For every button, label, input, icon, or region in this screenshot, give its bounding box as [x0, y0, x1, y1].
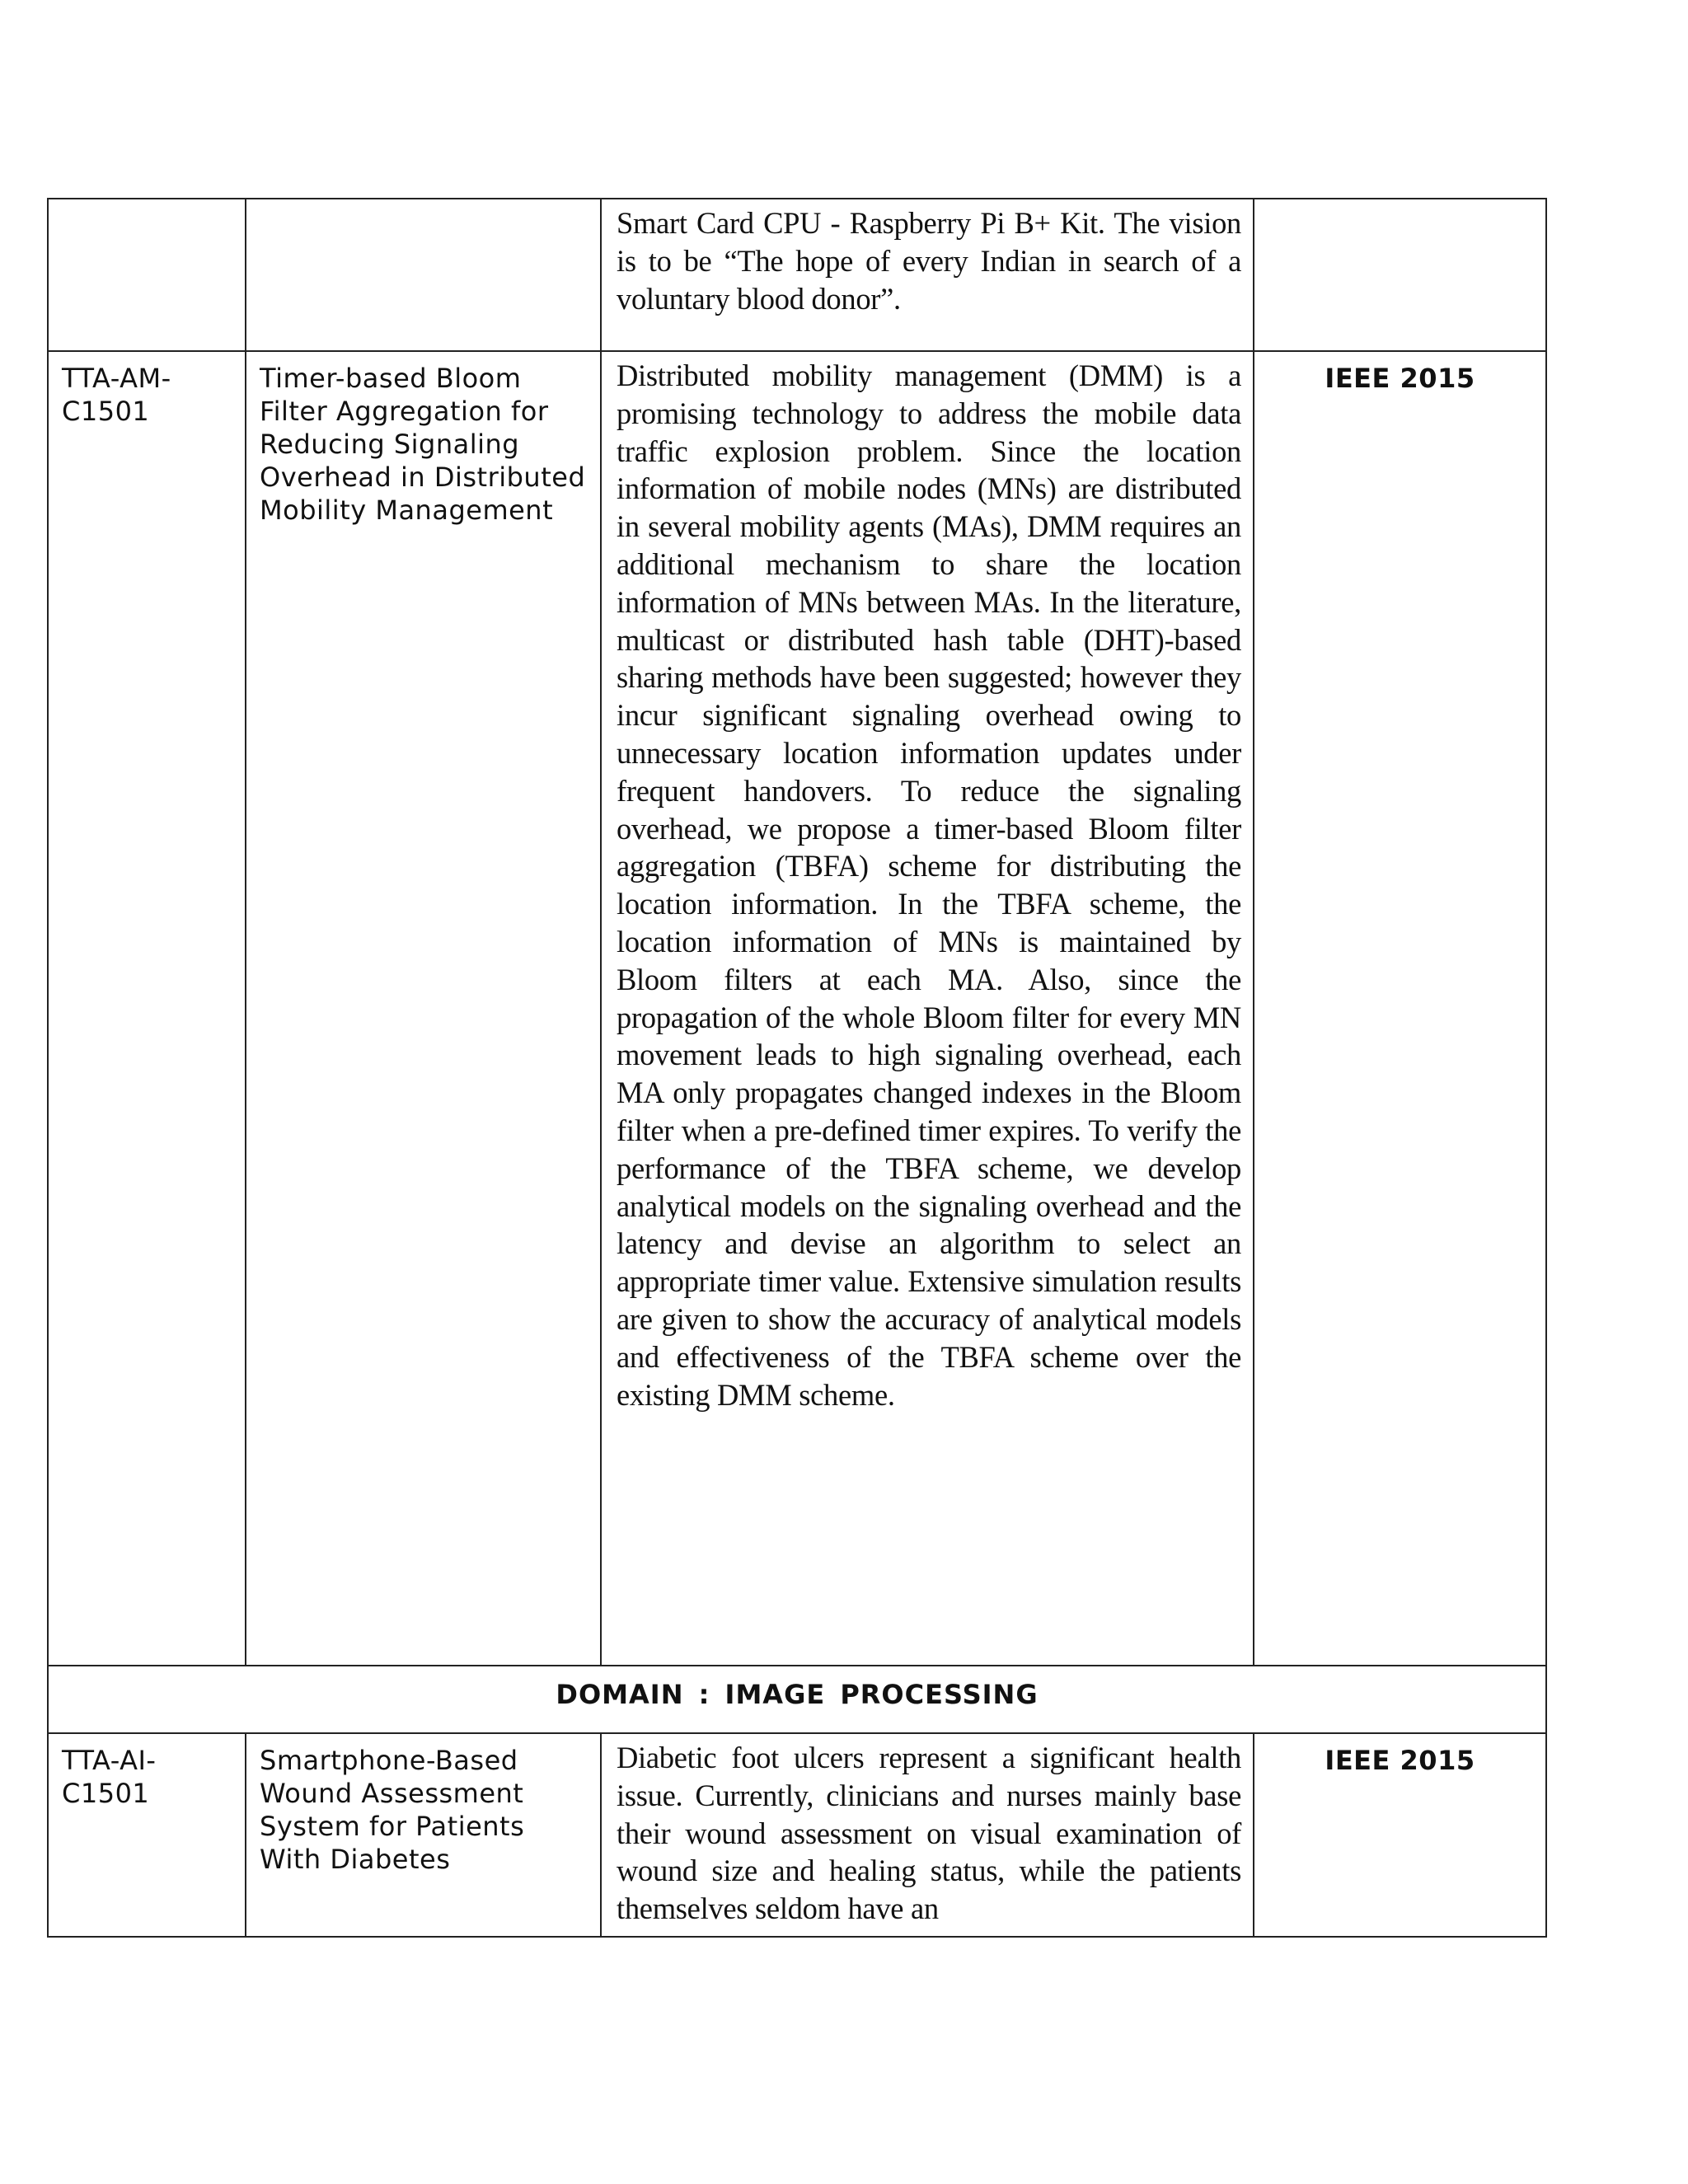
project-id-cell [48, 1733, 246, 1937]
project-id-cell [48, 199, 246, 351]
domain-header-cell [48, 1666, 1546, 1733]
table-row [48, 1733, 1546, 1937]
project-year: IEEE 2015 [1325, 1745, 1475, 1776]
project-table [47, 198, 1547, 1938]
project-year-cell [1254, 351, 1546, 1666]
project-title-cell [246, 351, 601, 1666]
project-year-cell [1254, 199, 1546, 351]
table-row [48, 351, 1546, 1666]
project-id: TTA-AI-C1501 [62, 1745, 157, 1809]
project-title: Timer-based Bloom Filter Aggregation for Reducing Signaling Overhead in Distributed Mobility Management [260, 363, 586, 526]
abstract-text: Smart Card CPU - Raspberry Pi B+ Kit. The vision is to be “The hope of every Indian in search of a voluntary blood donor”. [617, 206, 1241, 316]
project-title-cell [246, 1733, 601, 1937]
project-abstract-cell [601, 1733, 1254, 1937]
domain-header-row [48, 1666, 1546, 1733]
project-title: Smartphone-Based Wound Assessment System for Patients With Diabetes [260, 1745, 525, 1875]
project-abstract-cell [601, 351, 1254, 1666]
project-abstract-cell [601, 199, 1254, 351]
project-id-cell [48, 351, 246, 1666]
abstract-text: Distributed mobility management (DMM) is a promising technology to address the mobile data traffic explosion problem. Since the location information of mobile nodes (MNs) are distributed in several mobility agents (MAs), DMM requires an additional mechanism to share the location information of MNs between MAs. In the literature, multicast or distributed hash table (DHT)-based sharing methods have been suggested; however they incur significant signaling overhead owing to unnecessary location information updates under frequent handovers. To reduce the signaling overhead, we propose a timer-based Bloom filter aggregation (TBFA) scheme for distributing the location information. In the TBFA scheme, the location information of MNs is maintained by Bloom filters at each MA. Also, since the propagation of the whole Bloom filter for every MN movement leads to high signaling overhead, each MA only propagates changed indexes in the Bloom filter when a pre-defined timer expires. To verify the performance of the TBFA scheme, we develop analytical models on the signaling overhead and the latency and devise an algorithm to select an appropriate timer value. Extensive simulation results are given to show the accuracy of analytical models and effectiveness of the TBFA scheme over the existing DMM scheme. [617, 359, 1241, 1412]
project-title-cell [246, 199, 601, 351]
project-year-cell [1254, 1733, 1546, 1937]
domain-heading: DOMAIN : IMAGE PROCESSING [556, 1679, 1039, 1710]
table-row [48, 199, 1546, 351]
project-id: TTA-AM-C1501 [62, 363, 171, 427]
project-year: IEEE 2015 [1325, 363, 1475, 394]
abstract-text: Diabetic foot ulcers represent a significant health issue. Currently, clinicians and nurses mainly base their wound assessment on visual examination of wound size and healing status, while the patients themselves seldom have an [617, 1741, 1241, 1926]
